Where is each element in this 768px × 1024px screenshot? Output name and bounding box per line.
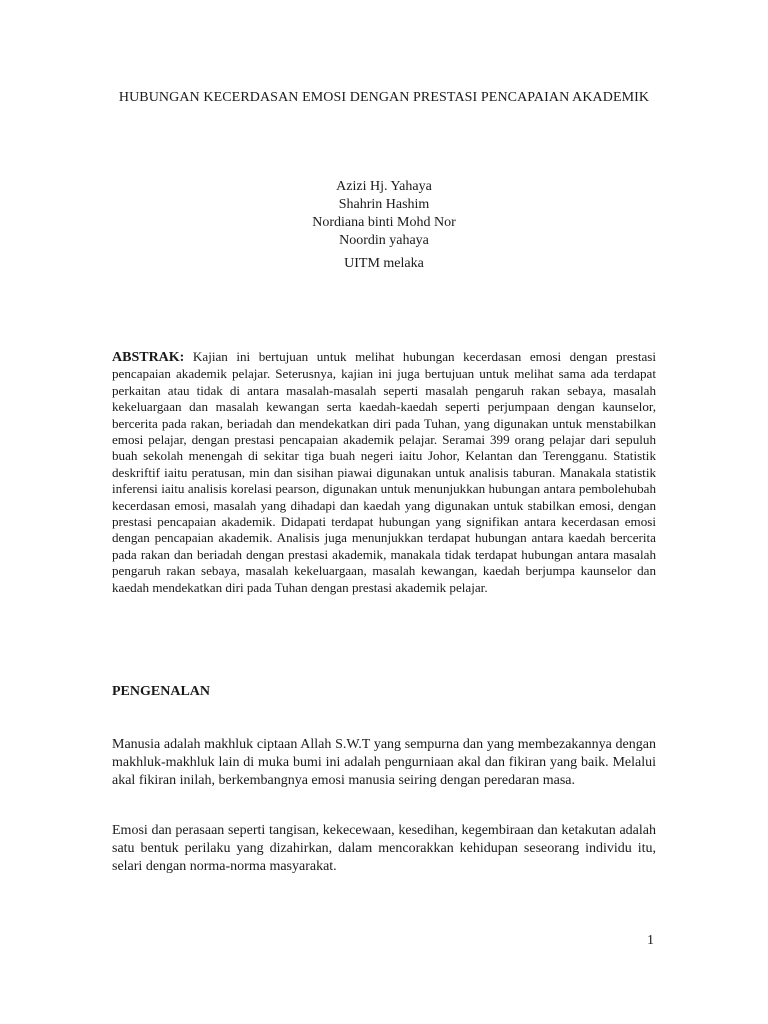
author-name: Shahrin Hashim <box>338 197 430 212</box>
abstract <box>112 349 656 596</box>
page-number: 1 <box>647 933 654 948</box>
author-list <box>234 178 534 250</box>
body-paragraph: Manusia adalah makhluk ciptaan Allah S.W.T yang sempurna dan yang membezakannya dengan makhluk-makhluk lain di muka bumi ini adalah pengurniaan akal dan fikiran yang baik. Melalui akal fikiran inilah, berkembangnya emosi manusia seiring dengan peredaran masa. <box>112 737 656 788</box>
paper-title: HUBUNGAN KECERDASAN EMOSI DENGAN PRESTASI PENCAPAIAN AKADEMIK <box>118 90 650 105</box>
abstract-label: ABSTRAK: <box>112 350 185 365</box>
body-paragraph: Emosi dan perasaan seperti tangisan, kekecewaan, kesedihan, kegembiraan dan ketakutan adalah satu bentuk perilaku yang dizahirkan, dalam mencorakkan kehidupan seseorang individu itu, selari dengan norma-norma masyarakat. <box>112 823 656 874</box>
abstract-text: Kajian ini bertujuan untuk melihat hubungan kecerdasan emosi dengan prestasi pencapaian akademik pelajar. Seterusnya, kajian ini juga bertujuan untuk melihat sama ada terdapat perkaitan atau tidak di antara masalah-masalah seperti masalah pengaruh rakan sebaya, masalah kekeluargaan dan masalah kewangan serta kaedah-kaedah seperti perjumpaan dengan kaunselor, bercerita pada rakan, beriadah dan mendekatkan diri pada Tuhan, yang digunakan untuk menstabilkan emosi pelajar, dengan prestasi pencapaian akademik pelajar. Seramai 399 orang pelajar dari sepuluh buah sekolah menengah di sekitar tiga buah negeri iaitu Johor, Kelantan dan Terengganu. Statistik deskriftif iaitu peratusan, min dan sisihan piawai digunakan untuk analisis taburan. Manakala statistik inferensi iaitu analisis korelasi pearson, digunakan untuk menunjukkan hubungan antara pembolehubah kecerdasan emosi, masalah yang dihadapi dan kaedah yang digunakan untuk stabilkan emosi, dengan prestasi pencapaian akademik. Didapati terdapat hubungan yang signifikan antara kecerdasan emosi dengan pencapaian akademik. Analisis juga menunjukkan terdapat hubungan antara kaedah bercerita pada rakan dan beriadah dengan prestasi akademik, manakala tidak terdapat hubungan antara masalah pengaruh rakan sebaya, masalah kekeluargaan, masalah kewangan, kaedah berjumpa kaunselor dan kaedah mendekatkan diri pada Tuhan dengan prestasi akademik pelajar. <box>112 349 657 595</box>
affiliation: UITM melaka <box>344 256 424 271</box>
author-name: Noordin yahaya <box>339 233 429 248</box>
section-heading: PENGENALAN <box>112 684 211 699</box>
author-name: Azizi Hj. Yahaya <box>336 179 432 194</box>
author-name: Nordiana binti Mohd Nor <box>312 215 456 230</box>
